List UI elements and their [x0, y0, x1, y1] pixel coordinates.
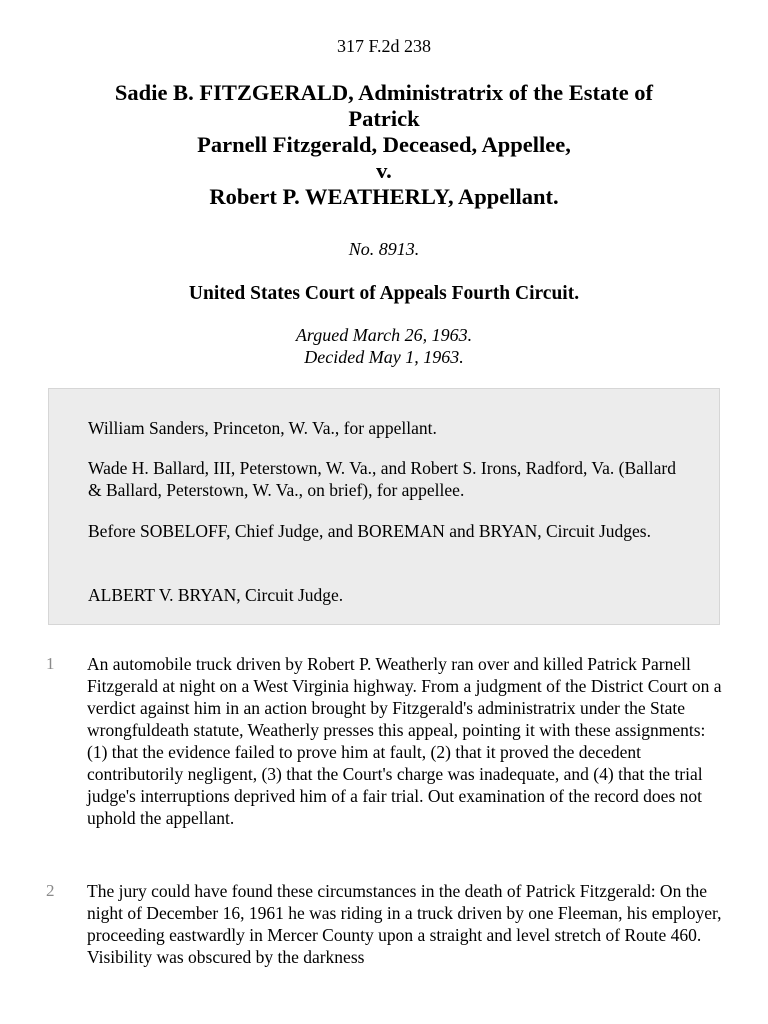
counsel-appellant: William Sanders, Princeton, W. Va., for appellant.	[88, 418, 437, 438]
case-citation: 317 F.2d 238	[336, 36, 432, 56]
docket-number: No. 8913.	[348, 239, 420, 259]
court-name: United States Court of Appeals Fourth Circuit.	[188, 283, 580, 304]
paragraph-text: An automobile truck driven by Robert P. Weatherly ran over and killed Patrick Parnell Fitzgerald at night on a West Virginia highway. From a judgment of the District Court on a verdict against him in an action brought by Fitzgerald's administratrix under the State wrongfuldeath statute, Weatherly presses this appeal, pointing it with these assignments: (1) that the evidence failed to prove him at fault, (2) that it proved the decedent contributorily negligent, (3) that the Court's charge was inadequate, and (4) that the trial judge's interruptions deprived him of a fair trial. Out examination of the record does not uphold the appellant.	[87, 654, 722, 828]
paragraph-text: The jury could have found these circumstances in the death of Patrick Fitzgerald: On the night of December 16, 1961 he was riding in a truck driven by one Fleeman, his employer, proceeding eastwardly in Mercer County upon a straight and level stretch of Route 460. Visibility was obscured by the darkness	[87, 881, 722, 967]
opinion-author: ALBERT V. BRYAN, Circuit Judge.	[88, 585, 344, 605]
case-title	[60, 80, 708, 210]
case-title-line: Robert P. WEATHERLY, Appellant.	[209, 184, 559, 209]
paragraph-number: 2	[46, 881, 55, 900]
counsel-box	[48, 388, 720, 625]
counsel-appellee: Wade H. Ballard, III, Peterstown, W. Va., and Robert S. Irons, Radford, Va. (Ballard & Ballard, Peterstown, W. Va., on brief), for appellee.	[88, 458, 676, 500]
argued-date: Argued March 26, 1963.	[295, 325, 473, 345]
case-title-line: Sadie B. FITZGERALD, Administratrix of the Estate of	[114, 80, 654, 105]
case-title-line: v.	[376, 158, 392, 183]
panel-judges: Before SOBELOFF, Chief Judge, and BOREMAN and BRYAN, Circuit Judges.	[88, 521, 651, 541]
case-title-line: Parnell Fitzgerald, Deceased, Appellee,	[197, 132, 571, 157]
case-dates	[0, 324, 768, 368]
case-title-line: Patrick	[348, 106, 420, 131]
paragraph-number: 1	[46, 654, 55, 673]
decided-date: Decided May 1, 1963.	[304, 347, 464, 367]
